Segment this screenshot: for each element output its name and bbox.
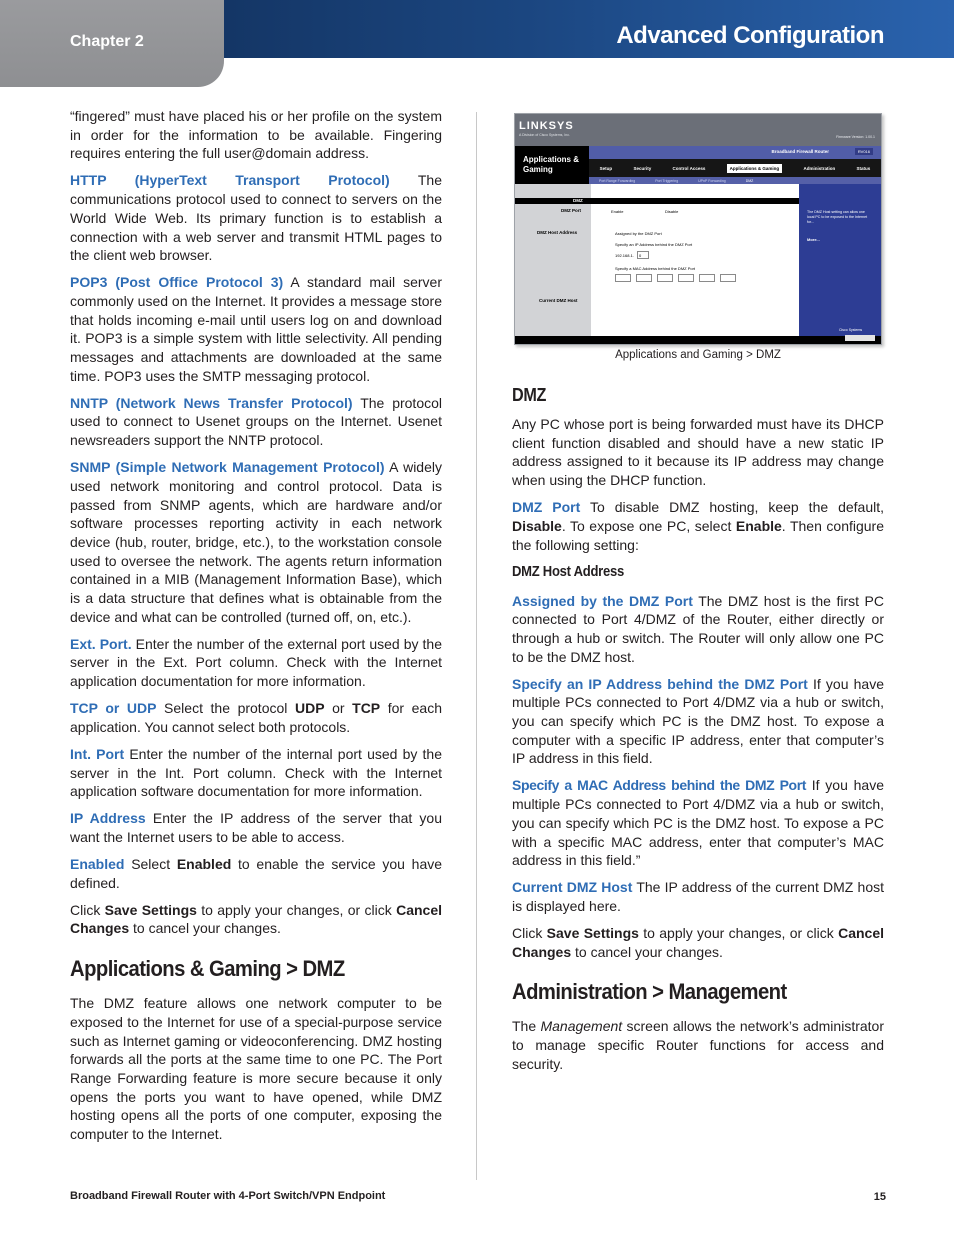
screenshot-section-title: Applications & Gaming: [523, 155, 580, 174]
bold-cancel-changes: Cancel Changes: [70, 901, 442, 937]
screenshot-subtabs: [589, 177, 881, 184]
term-http: HTTP (HyperText Transport Protocol): [70, 172, 390, 189]
subtab-dmz: DMZ: [745, 178, 754, 183]
subtab-port-range: Port Range Forwarding: [599, 178, 636, 183]
tab-security: Security: [633, 165, 652, 171]
definition-text: Enter the number of the external port used by the server in the Ext. Port column. Check with the Internet application documentation for more information.: [70, 635, 443, 690]
term-enabled: Enabled: [70, 855, 125, 872]
linksys-logo: LINKSYS: [519, 120, 574, 132]
paragraph-save-instructions-right: [512, 924, 884, 961]
definition-specify-mac: [512, 776, 884, 870]
definition-text: To disable DMZ hosting, keep the default,: [590, 499, 885, 516]
definition-text: A widely used network monitoring and control protocol. Data is passed from SNMP agents, which are hardware and/or software processes reporting activity in each network device (hub, router, bridge, etc.), to the workstation console used to oversee the network. The agents return information contained in a MIB (Management Information Base), which is a data structure that defines what is obtainable from the device and what can be controlled (turned off, on, etc.).: [70, 459, 442, 625]
definition-text: The protocol used to connect to Usenet groups on the Internet. Usenet newsreaders support the NNTP protocol.: [70, 394, 442, 449]
logo-subtitle: A Division of Cisco Systems, Inc.: [519, 133, 570, 137]
help-more-link: More...: [807, 237, 820, 242]
definition-text: or: [332, 700, 345, 717]
label-current-dmz-host: Current DMZ Host: [539, 298, 578, 303]
term-tcp-udp: TCP or UDP: [70, 700, 157, 717]
definition-text: If you have multiple PCs connected to Port 4/DMZ via a hub or switch, you can specify which PC is the DMZ host. To expose a computer with a specific IP address, enter that computer’s IP address in this field.: [512, 675, 884, 767]
definition-snmp: [70, 458, 442, 626]
column-divider: [476, 112, 477, 1180]
tab-setup: Setup: [599, 165, 613, 171]
text-the: The: [512, 1018, 537, 1035]
screenshot-form: [591, 184, 799, 344]
bold-cancel-changes: Cancel Changes: [512, 924, 884, 960]
definition-text: The IP address of the current DMZ host is displayed here.: [512, 879, 884, 914]
label-dmz-host-address: DMZ Host Address: [537, 230, 578, 235]
definition-http: [70, 171, 442, 265]
paragraph-dmz: Any PC whose port is being forwarded must have its DHCP client function disabled and should have a new static IP address assigned to it because its IP address may change when using the DHCP function.: [512, 416, 884, 489]
bold-save-settings: Save Settings: [104, 901, 197, 918]
radio-assigned: Assigned by the DMZ Port: [615, 231, 662, 236]
mac-field-4: [678, 274, 694, 282]
paragraph-save-instructions: [70, 901, 442, 938]
subtab-port-trigger: Port Triggering: [655, 178, 679, 183]
bold-enable: Enable: [735, 517, 782, 534]
tab-status: Status: [856, 165, 871, 171]
bold-enabled: Enabled: [176, 855, 232, 872]
product-name: Broadband Firewall Router: [771, 149, 829, 154]
definition-int-port: [70, 745, 442, 801]
definition-pop3: [70, 273, 442, 385]
screenshot-button: [845, 335, 875, 341]
definition-ip-address: [70, 809, 442, 846]
definition-specify-ip: [512, 675, 884, 769]
text-apply: to apply your changes, or click: [643, 924, 834, 941]
definition-text: A standard mail server commonly used on the Internet. It provides a message store that holds incoming e-mail until users log on and download it. POP3 is a simple system with little selectivity. All pending messages and attachments are downloaded at the same time. POP3 uses the SMTP messaging protocol.: [70, 274, 442, 384]
text-click: Click: [512, 924, 543, 941]
figure-caption: Applications and Gaming > DMZ: [615, 349, 781, 361]
radio-enable: Enable: [611, 209, 624, 214]
definition-text: Enter the number of the internal port used by the server in the Int. Port column. Check with the Internet application software documentation for more information.: [70, 745, 443, 800]
definition-text: to enable the service you have defined.: [70, 855, 443, 891]
definition-text: The DMZ host is the first PC connected to Port 4/DMZ of the Router, either directly or through a hub or switch. The Router will only allow one PC to be the DMZ host.: [512, 592, 885, 665]
definition-nntp: [70, 394, 442, 450]
subtab-upnp: UPnP Forwarding: [698, 178, 726, 183]
screenshot-bottom-bar: [515, 336, 881, 344]
page-title: Advanced Configuration: [616, 22, 884, 49]
definition-text: Select: [131, 855, 171, 872]
text-apply: to apply your changes, or click: [201, 901, 392, 918]
tab-applications-gaming: Applications & Gaming: [727, 164, 783, 173]
chapter-label: Chapter 2: [70, 33, 144, 50]
italic-management: Management: [540, 1018, 623, 1035]
term-specify-mac: Specify a MAC Address behind the DMZ Port: [512, 777, 807, 794]
paragraph-finger-continued: “fingered” must have placed his or her profile on the system in order for the information to be available. Fingering requires entering the full user@domain address.: [70, 108, 442, 162]
screenshot-form-header: [591, 198, 799, 204]
firmware-version: Firmware Version: 1.00.1: [836, 135, 875, 139]
term-specify-ip: Specify an IP Address behind the DMZ Port: [512, 675, 808, 692]
radio-specify-mac: Specify a MAC Address behind the DMZ Port: [615, 266, 696, 271]
screenshot-tabs: [589, 159, 881, 177]
definition-text: The communications protocol used to connect to servers on the World Wide Web. Its primary function is to establish a connection with a web server and transmit HTML pages to the client web browser.: [70, 172, 442, 264]
term-int-port: Int. Port: [70, 745, 125, 762]
term-pop3: POP3 (Post Office Protocol 3): [70, 274, 284, 291]
left-column: [70, 107, 442, 1152]
term-assigned: Assigned by the DMZ Port: [512, 592, 693, 609]
definition-assigned: [512, 592, 884, 667]
bold-save-settings: Save Settings: [546, 924, 639, 941]
definition-current-dmz-host: [512, 878, 884, 915]
text-cancel: to cancel your changes.: [575, 943, 723, 960]
definition-text: screen allows the network’s administrator to manage specific Router functions for access and security.: [512, 1018, 884, 1072]
bold-tcp: TCP: [352, 700, 381, 717]
section-heading-applications-dmz: Applications & Gaming > DMZ: [70, 956, 345, 982]
tab-control-access: Control Access: [672, 165, 706, 171]
product-bar: [589, 146, 881, 159]
paragraph-management: [512, 1017, 884, 1073]
definition-text: If you have multiple PCs connected to Port 4/DMZ via a hub or switch, you can specify which PC is the DMZ host. To expose a PC with a specific MAC address, enter that computer’s MAC address in this field.”: [512, 777, 884, 869]
model-number: RV016: [855, 148, 873, 155]
tab-administration: Administration: [803, 165, 836, 171]
definition-text: . Then configure the following setting:: [512, 517, 885, 553]
mac-field-6: [720, 274, 736, 282]
term-snmp: SNMP (Simple Network Management Protocol): [70, 459, 385, 476]
definition-dmz-port: [512, 498, 884, 554]
subheading-dmz-host-address: DMZ Host Address: [512, 563, 624, 580]
term-ip-address: IP Address: [70, 810, 146, 827]
screenshot-help-panel: [799, 184, 881, 344]
radio-disable: Disable: [665, 209, 679, 214]
label-dmz-port: DMZ Port: [561, 208, 581, 213]
definition-text: for each application. You cannot select both protocols.: [70, 700, 442, 735]
term-current-dmz-host: Current DMZ Host: [512, 879, 633, 896]
footer-product-name: Broadband Firewall Router with 4-Port Switch/VPN Endpoint: [70, 1190, 386, 1202]
definition-enabled: [70, 855, 442, 892]
section-heading-dmz: DMZ: [512, 385, 547, 405]
term-dmz-port: DMZ Port: [512, 499, 581, 516]
ip-prefix: 192.168.1.: [615, 253, 634, 258]
bold-udp: UDP: [294, 700, 325, 717]
definition-text: . To expose one PC, select: [561, 517, 732, 534]
radio-specify-ip: Specify an IP Address behind the DMZ Port: [615, 242, 693, 247]
help-text: The DMZ Host setting can allow one local PC to be exposed to the Internet for...: [807, 210, 868, 224]
definition-text: Select the protocol: [164, 700, 288, 717]
mac-field-2: [636, 274, 652, 282]
mac-field-3: [657, 274, 673, 282]
term-nntp: NNTP (Network News Transfer Protocol): [70, 394, 353, 411]
definition-ext-port: [70, 635, 442, 691]
dmz-screenshot-figure: [514, 113, 882, 345]
mac-field-1: [615, 274, 631, 282]
definition-tcp-udp: [70, 699, 442, 736]
screenshot-top-bar: [515, 114, 881, 146]
cisco-systems-logo: Cisco Systems: [839, 328, 863, 332]
ip-last-octet-value: 0: [639, 253, 642, 258]
definition-text: Enter the IP address of the server that you want the Internet users to be able to access.: [70, 810, 443, 845]
page-number: 15: [873, 1191, 886, 1203]
screenshot-nav: [515, 146, 881, 184]
text-cancel: to cancel your changes.: [133, 920, 281, 937]
mac-field-5: [699, 274, 715, 282]
text-click: Click: [70, 901, 101, 918]
label-dmz: DMZ: [573, 198, 583, 203]
bold-disable: Disable: [512, 517, 562, 534]
term-ext-port: Ext. Port.: [70, 635, 132, 652]
paragraph-dmz-intro: The DMZ feature allows one network computer to be exposed to the Internet for use of a special-purpose service such as Internet gaming or videoconferencing. DMZ hosting forwards all the ports at the same time to one PC. The Port Range Forwarding feature is more secure because it only opens the ports you want to have opened, while DMZ hosting opens all the ports of one computer, exposing the computer to the Internet.: [70, 995, 442, 1143]
right-column: [512, 384, 884, 1082]
section-heading-administration-management: Administration > Management: [512, 979, 787, 1005]
